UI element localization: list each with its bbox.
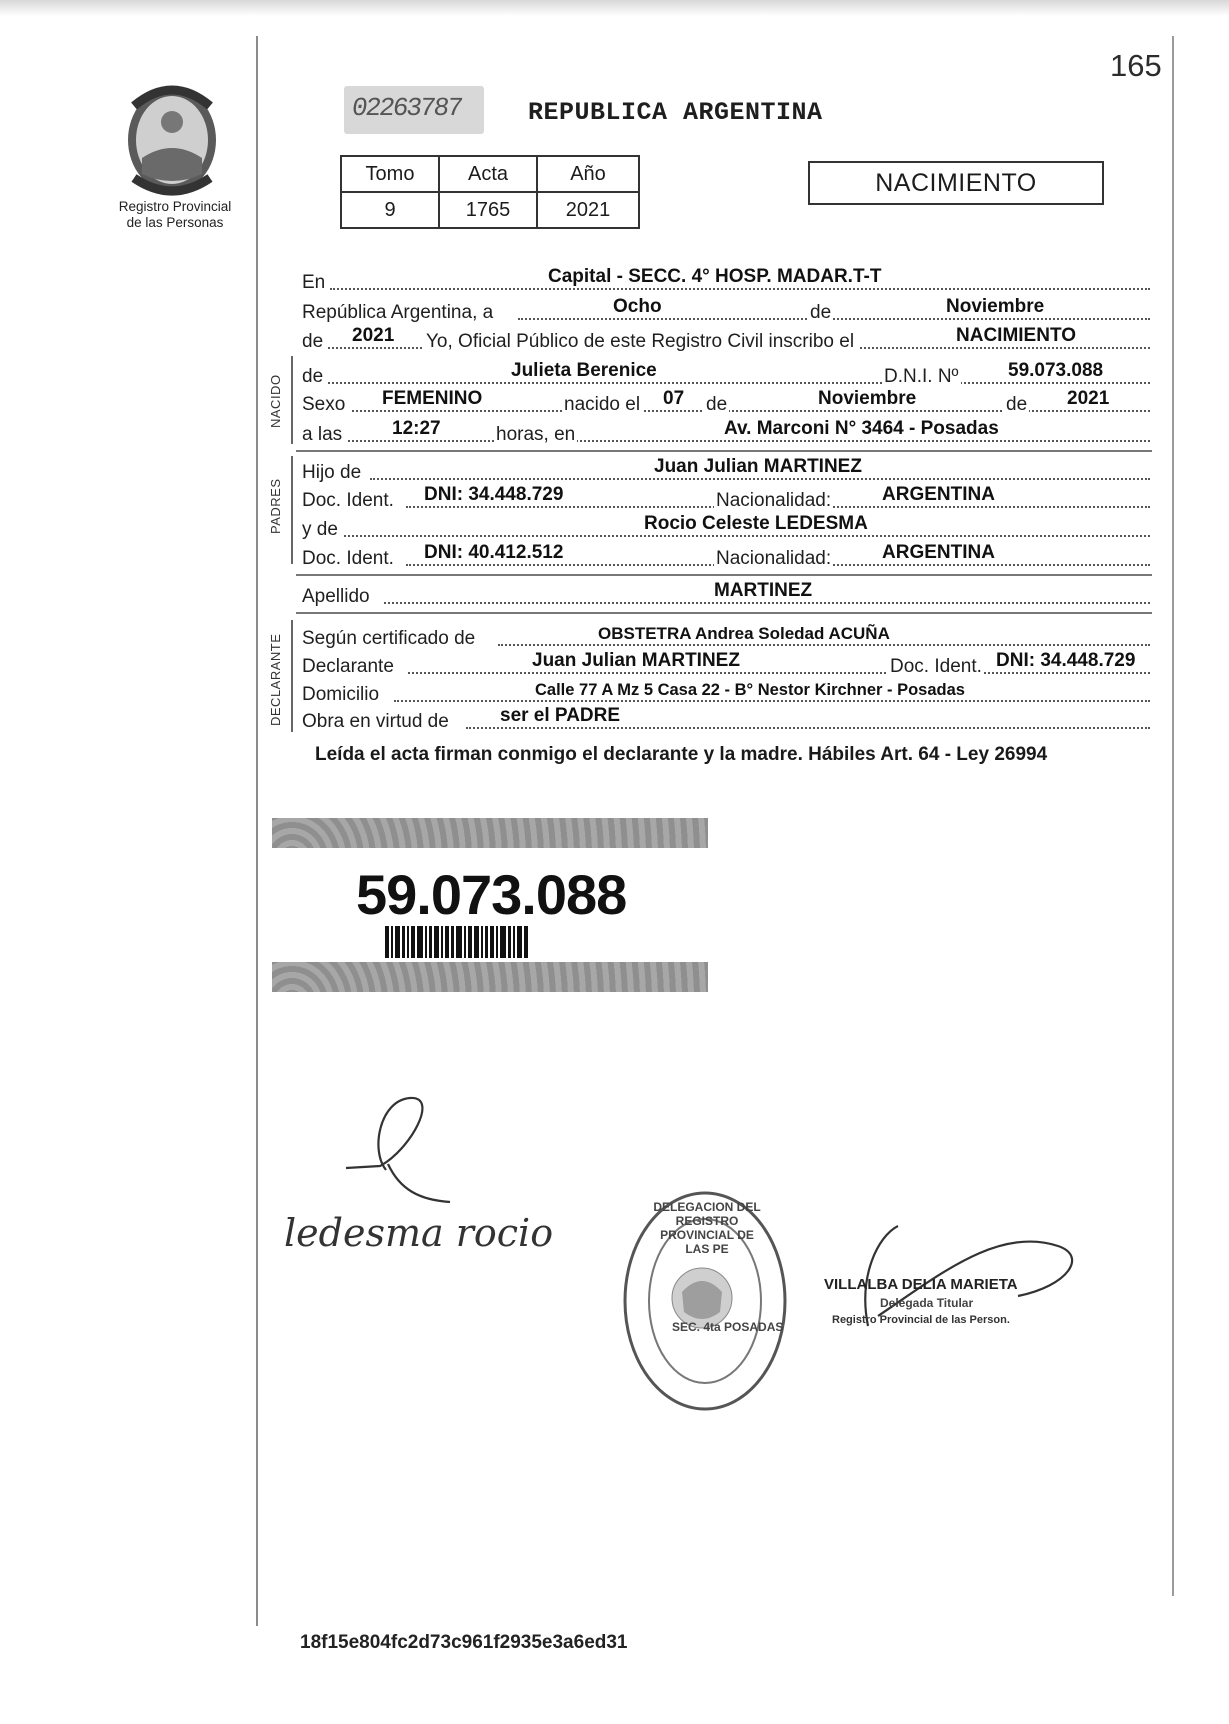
lugar-value: Av. Marconi N° 3464 - Posadas (724, 418, 999, 439)
dotted-line (518, 318, 1150, 320)
dotted-line (408, 672, 1150, 674)
barcode-bar (513, 926, 515, 958)
barcode-bar (496, 926, 498, 958)
padre-value: Juan Julian MARTINEZ (654, 456, 862, 477)
anio-header: Año (537, 156, 639, 192)
barcode-bar (517, 926, 522, 958)
dni-label: D.N.I. Nº (884, 366, 959, 387)
barcode-bar (391, 926, 393, 958)
doc-ident-label: Doc. Ident. (302, 548, 394, 569)
inscribo-label: Yo, Oficial Público de este Registro Civil inscribo el (422, 331, 858, 353)
de-label: de (302, 331, 324, 352)
dotted-line (498, 644, 1150, 646)
barcode-bar (474, 926, 479, 958)
dni-value: 59.073.088 (1008, 360, 1104, 381)
row-en (302, 264, 1150, 294)
row-nombre (302, 358, 1150, 388)
domicilio-value: Calle 77 A Mz 5 Casa 22 - B° Nestor Kirchner - Posadas (535, 681, 965, 699)
barcode-bar (417, 926, 423, 958)
barcode-bar (441, 926, 443, 958)
de-label: de (1006, 394, 1028, 415)
badge-pattern-band-top (272, 818, 708, 848)
barcode-bar (407, 926, 409, 958)
barcode-bar (425, 926, 427, 958)
nacido-dia-value: 07 (663, 388, 685, 409)
row-sexo-nacimiento (302, 386, 1150, 416)
row-fecha-inscripcion (302, 294, 1150, 324)
badge-dni-number: 59.073.088 (356, 863, 627, 926)
mes-value: Noviembre (946, 296, 1045, 317)
barcode-bar (490, 926, 494, 958)
dotted-line (384, 602, 1150, 604)
dotted-line (370, 478, 1150, 480)
declarante-signature (340, 1090, 460, 1210)
madre-doc-value: DNI: 40.412.512 (424, 542, 564, 563)
madre-nacionalidad-value: ARGENTINA (882, 542, 995, 563)
table-header-row (341, 156, 639, 192)
caption-line-1: Registro Provincial (118, 199, 232, 214)
segun-certificado-label: Según certificado de (302, 628, 476, 649)
tomo-acta-anio-table (340, 155, 640, 229)
dotted-line (352, 410, 1150, 412)
declarante-value: Juan Julian MARTINEZ (532, 650, 740, 671)
dotted-line (330, 288, 1150, 290)
row-declarante (302, 648, 1150, 678)
dni-number-badge (272, 818, 708, 994)
padres-section-bar (291, 456, 293, 564)
official-name: VILLALBA DELIA MARIETA (824, 1276, 1018, 1293)
apellido-label: Apellido (302, 586, 370, 607)
row-certificado (302, 620, 1150, 650)
barcode-bar (434, 926, 439, 958)
certificado-value: OBSTETRA Andrea Soledad ACUÑA (598, 624, 890, 643)
caption-line-2: de las Personas (126, 215, 224, 230)
anio-value: 2021 (537, 192, 639, 228)
doc-ident-label: Doc. Ident. (890, 656, 982, 677)
sexo-value: FEMENINO (382, 388, 483, 409)
row-inscribo (302, 323, 1150, 353)
en-value: Capital - SECC. 4° HOSP. MADAR.T-T (548, 266, 882, 287)
row-madre (302, 511, 1150, 541)
obra-value: ser el PADRE (500, 705, 621, 726)
dia-value: Ocho (613, 296, 662, 317)
de-label: de (706, 394, 728, 415)
folio-number: 165 (1110, 48, 1162, 83)
declarante-section-bar (291, 620, 293, 732)
anio-value: 2021 (352, 325, 395, 346)
hijo-de-label: Hijo de (302, 462, 362, 483)
barcode-bar (395, 926, 400, 958)
row-hora-lugar (302, 416, 1150, 446)
tomo-value: 9 (341, 192, 439, 228)
barcode-bar (508, 926, 511, 958)
document-hash: 18f15e804fc2d73c961f2935e3a6ed31 (300, 1632, 628, 1653)
nombre-value: Julieta Berenice (511, 360, 657, 381)
padre-doc-value: DNI: 34.448.729 (424, 484, 564, 505)
row-domicilio (302, 676, 1150, 706)
country-heading: REPUBLICA ARGENTINA (528, 98, 823, 127)
tomo-header: Tomo (341, 156, 439, 192)
dotted-line (466, 727, 1150, 729)
section-divider (296, 612, 1152, 614)
barcode-bar (385, 926, 389, 958)
dotted-line (348, 440, 1150, 442)
acta-header: Acta (439, 156, 537, 192)
madre-value: Rocio Celeste LEDESMA (644, 513, 868, 534)
closing-statement: Leída el acta firman conmigo el declarante y la madre. Hábiles Art. 64 - Ley 26994 (315, 744, 1048, 765)
nacido-el-label: nacido el (564, 394, 641, 415)
badge-pattern-band-bottom (272, 962, 708, 992)
barcode-bar (456, 926, 462, 958)
barcode-bar (445, 926, 449, 958)
madre-signature-text: ledesma rocio (284, 1211, 554, 1255)
horas-en-label: horas, en (496, 424, 576, 445)
acta-value: 1765 (439, 192, 537, 228)
sexo-label: Sexo (302, 394, 346, 415)
de-label: de (810, 302, 832, 323)
section-divider (296, 450, 1152, 452)
apellido-value: MARTINEZ (714, 580, 813, 601)
nacido-anio-value: 2021 (1067, 388, 1110, 409)
official-role: Delegada Titular (880, 1296, 974, 1310)
row-madre-doc (302, 540, 1150, 570)
hora-value: 12:27 (392, 418, 441, 439)
nacido-section-bar (291, 356, 293, 444)
scan-shadow (0, 0, 1229, 16)
barcode-bar (524, 926, 528, 958)
declarante-label: Declarante (302, 656, 394, 677)
en-label: En (302, 272, 326, 293)
registro-caption (90, 199, 260, 231)
barcode-bar (464, 926, 466, 958)
barcode-bar (481, 926, 483, 958)
padre-nacionalidad-value: ARGENTINA (882, 484, 995, 505)
table-value-row (341, 192, 639, 228)
de-label: de (302, 366, 324, 387)
padres-section-label: PADRES (268, 478, 283, 534)
domicilio-label: Domicilio (302, 684, 380, 705)
row-padre-doc (302, 482, 1150, 512)
margin-line-right (1172, 36, 1174, 1596)
barcode-bar (451, 926, 454, 958)
nacido-mes-value: Noviembre (818, 388, 917, 409)
dotted-line (328, 382, 1150, 384)
row-obra (302, 703, 1150, 733)
declarante-doc-value: DNI: 34.448.729 (996, 650, 1136, 671)
barcode-bar (500, 926, 506, 958)
declarante-section-label: DECLARANTE (268, 633, 283, 726)
barcode-bar (429, 926, 432, 958)
row-apellido (302, 578, 1150, 608)
nacionalidad-label: Nacionalidad: (716, 490, 832, 511)
seal-inner-text: SEC. 4ta POSADAS (672, 1320, 784, 1334)
madre-signature (282, 1200, 562, 1270)
dotted-line (394, 700, 1150, 702)
y-de-label: y de (302, 519, 338, 540)
barcode-bar (411, 926, 415, 958)
official-organization: Registro Provincial de las Person. (832, 1314, 1010, 1326)
margin-line-left (256, 36, 258, 1626)
republica-label: República Argentina, a (302, 302, 494, 323)
alas-label: a las (302, 424, 343, 445)
barcode-bar (485, 926, 488, 958)
document-type-box: NACIMIENTO (808, 161, 1104, 205)
obra-label: Obra en virtud de (302, 711, 449, 732)
row-padre (302, 454, 1150, 484)
misiones-coat-of-arms-logo (112, 78, 232, 198)
nacionalidad-label: Nacionalidad: (716, 548, 832, 569)
barcode (385, 926, 625, 958)
nacido-section-label: NACIDO (268, 374, 283, 428)
doc-ident-label: Doc. Ident. (302, 490, 394, 511)
serial-number: 02263787 (349, 93, 463, 123)
barcode-bar (402, 926, 405, 958)
barcode-bar (468, 926, 472, 958)
section-divider (296, 574, 1152, 576)
seal-ring-text: DELEGACION DEL REGISTRO PROVINCIAL DE LAS PE (653, 1200, 761, 1256)
inscribo-value: NACIMIENTO (956, 325, 1076, 346)
dotted-line (344, 535, 1150, 537)
